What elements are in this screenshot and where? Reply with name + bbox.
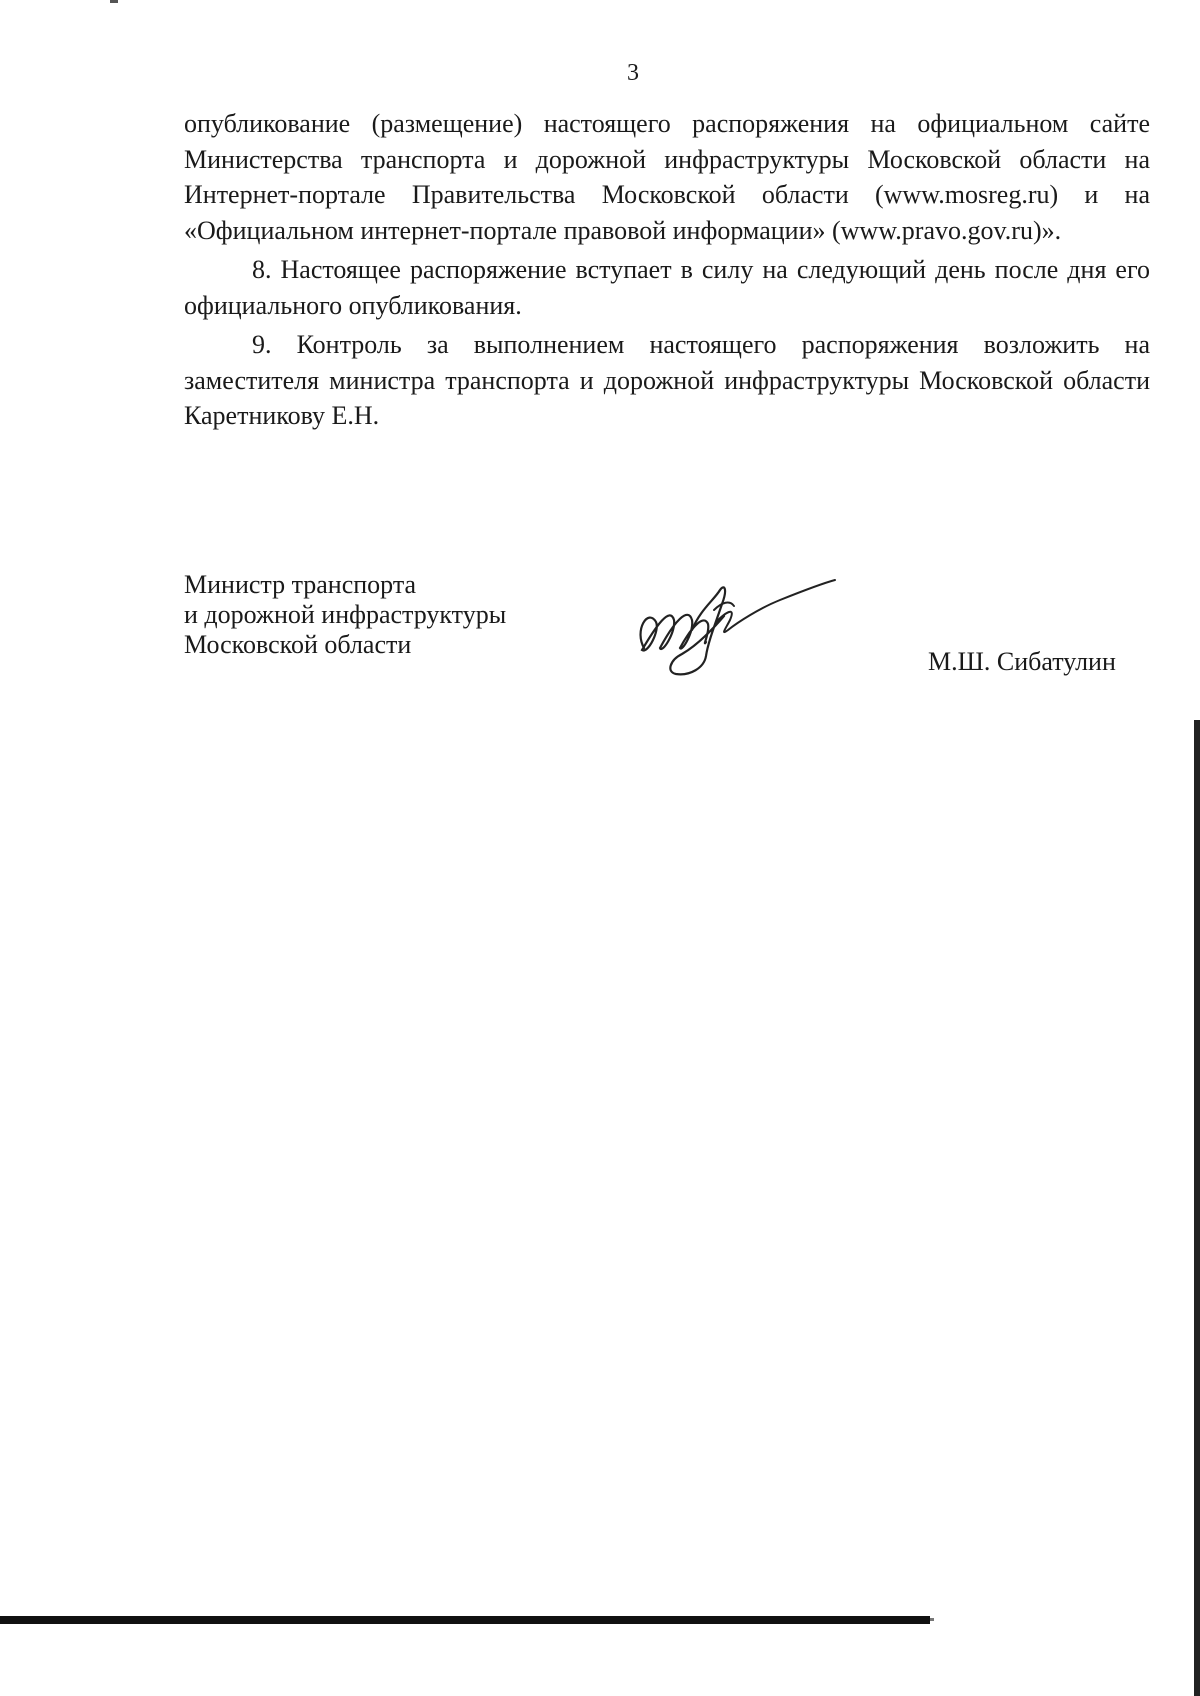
page-number: 3: [627, 60, 639, 86]
signer-position-line: и дорожной инфраструктуры: [184, 600, 507, 629]
signer-position-line: Московской области: [184, 630, 412, 659]
document-body: [184, 106, 1150, 434]
paragraph-item-9: 9. Контроль за выполнением настоящего распоряжения возложить на заместителя министра транспорта и дорожной инфраструктуры Московской области Каретникову Е.Н.: [184, 330, 1150, 430]
handwritten-signature: [630, 570, 850, 690]
scan-edge-right: [1194, 720, 1200, 1696]
scan-edge-bottom: [0, 1616, 930, 1624]
paragraph-item-8: 8. Настоящее распоряжение вступает в силу на следующий день после дня его официального опубликования.: [184, 255, 1150, 320]
scan-artifact: [110, 0, 118, 3]
signer-name: М.Ш. Сибатулин: [928, 647, 1116, 676]
signer-position-line: Министр транспорта: [184, 570, 417, 599]
scan-edge-bottom-fade: [930, 1618, 934, 1621]
paragraph-continuation: опубликование (размещение) настоящего распоряжения на официальном сайте Министерства транспорта и дорожной инфраструктуры Московской области на Интернет-портале Правительства Московской области (www.mosreg.ru) и на «Официальном интернет-портале правовой информации» (www.pravo.gov.ru)».: [184, 109, 1150, 245]
signer-position: [184, 570, 506, 660]
